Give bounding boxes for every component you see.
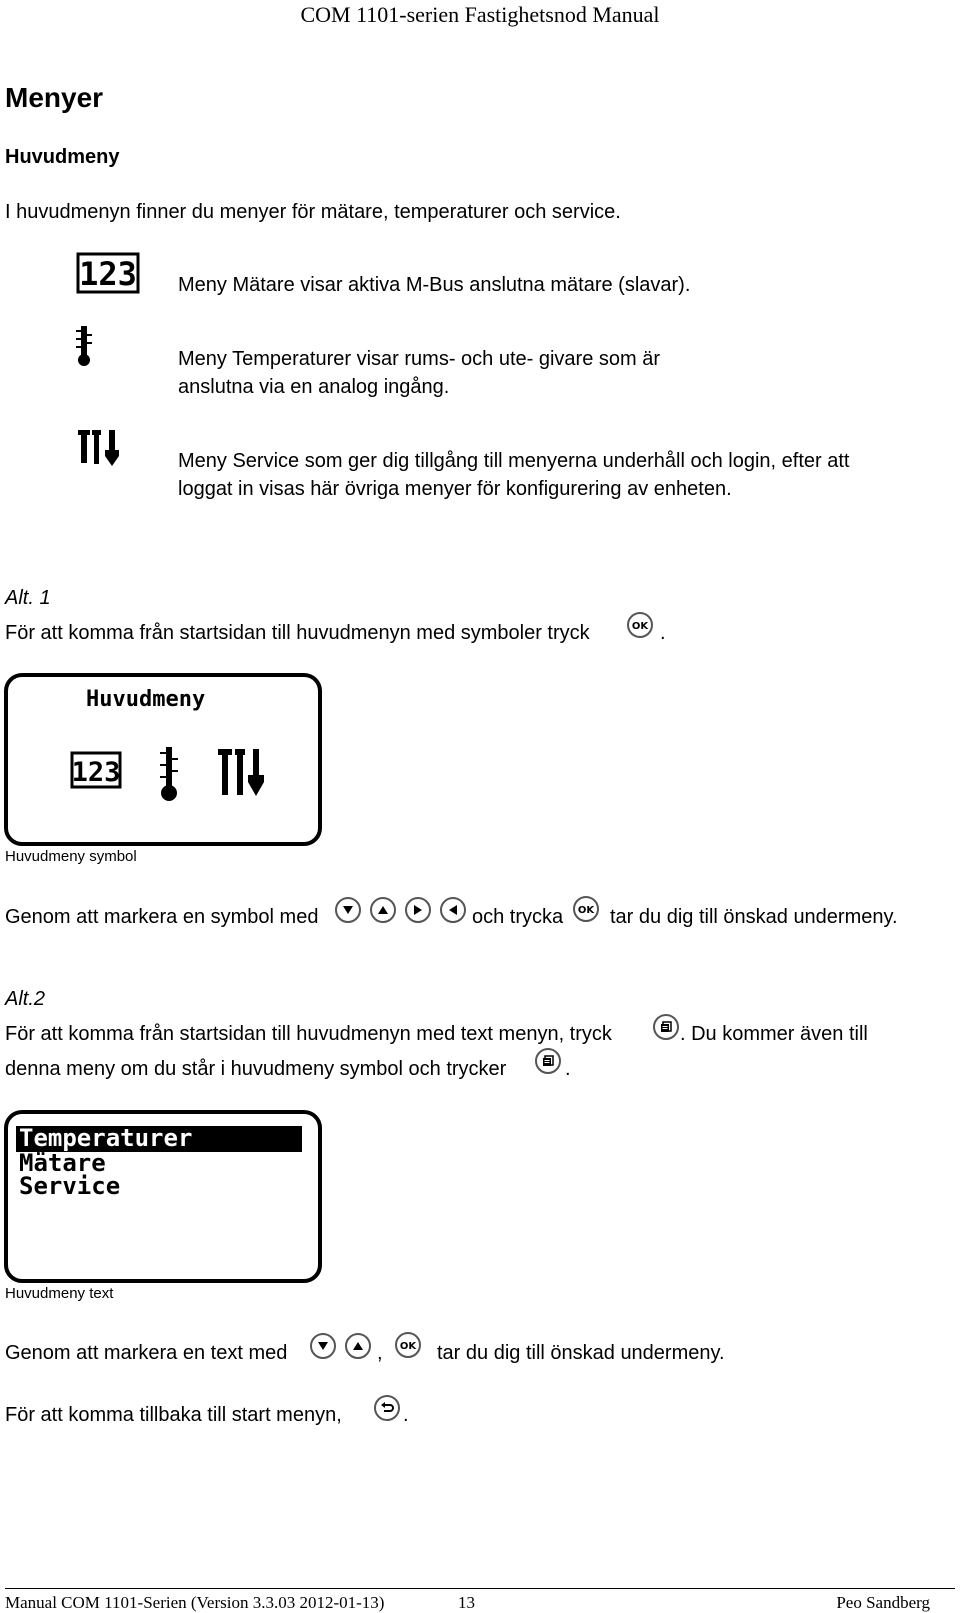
section-title: Menyer bbox=[5, 82, 104, 113]
lcd-screen-symbol bbox=[4, 673, 322, 846]
menu-item-meters-text: Meny Mätare visar aktiva M-Bus anslutna mätare (slavar). bbox=[178, 274, 691, 296]
lcd-service-tools-icon bbox=[216, 747, 268, 806]
alt2-text-line2-end: . bbox=[565, 1058, 571, 1080]
alt2-nav-text: Genom att markera en text med bbox=[5, 1342, 288, 1364]
thermometer-icon bbox=[74, 324, 94, 373]
lcd-menu-item-meters: Mätare bbox=[19, 1149, 106, 1177]
alt1-text: För att komma från startsidan till huvudmenyn med symboler tryck bbox=[5, 622, 590, 644]
arrow-up-button-icon bbox=[370, 897, 396, 923]
footer-author: Peo Sandberg bbox=[836, 1593, 930, 1612]
lcd-menu-item-service: Service bbox=[19, 1172, 121, 1200]
alt1-end: . bbox=[660, 622, 666, 644]
alt1-label: Alt. 1 bbox=[5, 587, 51, 609]
caption-symbol-menu: Huvudmeny symbol bbox=[5, 848, 137, 865]
ok-button-icon-3 bbox=[395, 1332, 421, 1358]
meter-123-icon bbox=[76, 252, 140, 299]
menu-item-temperature-line1: Meny Temperaturer visar rums- och ute- givare som är bbox=[178, 348, 661, 370]
ok-button-label: OK bbox=[631, 621, 649, 631]
arrow-left-button-icon bbox=[440, 897, 466, 923]
menu-item-service-line2: loggat in visas här övriga menyer för konfigurering av enheten. bbox=[178, 478, 732, 500]
service-tools-icon bbox=[76, 428, 124, 473]
lcd-screen-title: Huvudmeny bbox=[86, 687, 206, 712]
alt2-text-line2: denna meny om du står i huvudmeny symbol och trycker bbox=[5, 1058, 507, 1080]
back-text: För att komma tillbaka till start menyn, bbox=[5, 1404, 342, 1426]
ok-button-label-2: OK bbox=[577, 905, 595, 915]
back-button-icon bbox=[374, 1395, 400, 1421]
section-subtitle: Huvudmeny bbox=[5, 146, 120, 168]
lcd-meter-123-digits: 123 bbox=[71, 757, 121, 788]
arrow-down-button-icon-2 bbox=[310, 1333, 336, 1359]
intro-text: I huvudmenyn finner du menyer för mätare, temperaturer och service. bbox=[5, 201, 621, 223]
ok-button-icon-2 bbox=[573, 896, 599, 922]
alt2-text-line1: För att komma från startsidan till huvudmenyn med text menyn, tryck bbox=[5, 1023, 612, 1045]
menu-button-icon-2 bbox=[535, 1048, 561, 1074]
arrow-down-button-icon bbox=[335, 897, 361, 923]
alt1-nav-end: tar du dig till önskad undermeny. bbox=[610, 906, 898, 928]
lcd-menu-item-temperatures: Temperaturer bbox=[19, 1124, 193, 1152]
footer-page-number: 13 bbox=[458, 1593, 475, 1612]
menu-item-temperature-line2: anslutna via en analog ingång. bbox=[178, 376, 450, 398]
caption-text-menu: Huvudmeny text bbox=[5, 1285, 114, 1302]
page-header-title: COM 1101-serien Fastighetsnod Manual bbox=[300, 2, 660, 27]
alt2-text-line1-end: . Du kommer även till bbox=[680, 1023, 868, 1045]
alt2-nav-end: tar du dig till önskad undermeny. bbox=[437, 1342, 725, 1364]
menu-button-icon bbox=[653, 1014, 679, 1040]
lcd-thermometer-icon bbox=[158, 745, 180, 808]
arrow-right-button-icon bbox=[405, 897, 431, 923]
alt1-nav-mid: och trycka bbox=[472, 906, 564, 928]
lcd-screen-text bbox=[4, 1110, 322, 1283]
alt2-nav-comma: , bbox=[377, 1342, 383, 1364]
alt1-nav-text: Genom att markera en symbol med bbox=[5, 906, 319, 928]
ok-button-label-3: OK bbox=[399, 1341, 417, 1351]
meter-123-icon-digits: 123 bbox=[79, 255, 137, 293]
arrow-up-button-icon-2 bbox=[345, 1333, 371, 1359]
ok-button-icon bbox=[627, 612, 653, 638]
lcd-meter-123-icon bbox=[70, 751, 122, 794]
back-text-end: . bbox=[403, 1404, 409, 1426]
footer-divider bbox=[5, 1588, 955, 1589]
menu-item-service-line1: Meny Service som ger dig tillgång till menyerna underhåll och login, efter att bbox=[178, 450, 850, 472]
alt2-label: Alt.2 bbox=[5, 988, 46, 1010]
footer-manual-version: Manual COM 1101-Serien (Version 3.3.03 2012-01-13) bbox=[5, 1593, 385, 1612]
